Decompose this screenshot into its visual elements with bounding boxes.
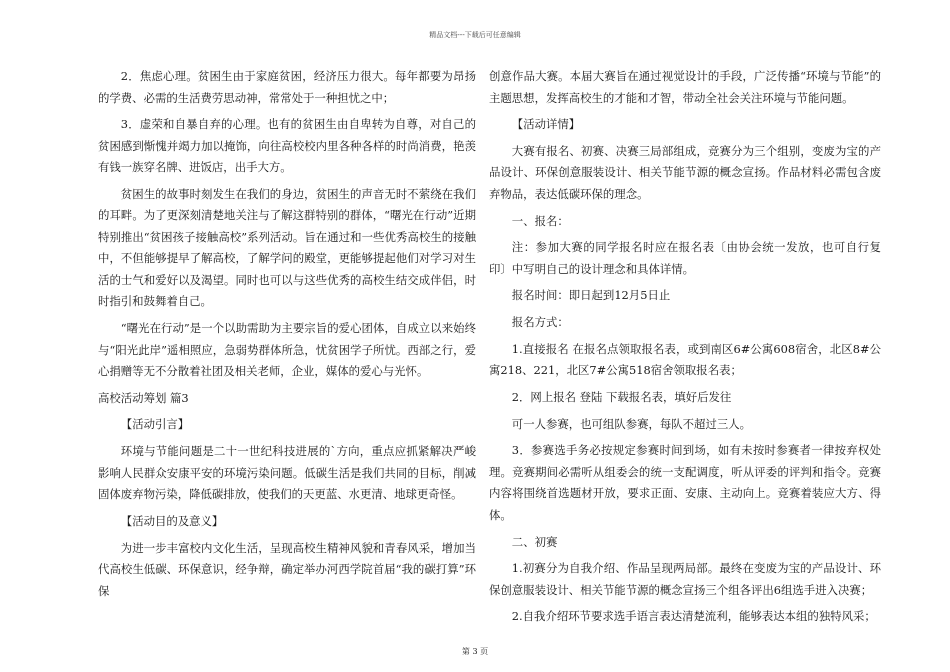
paragraph: 为进一步丰富校内文化生活，呈现高校生精神风貌和青春风采，增加当代高校生低碳、环保意识，经争辩，确定举办河西学院首届“我的碳打算”环保 (98, 540, 476, 598)
paragraph: 贫困生的故事时刻发生在我们的身边，贫困生的声音无时不萦绕在我们的耳畔。为了更深刻清楚地关注与了解这群特别的群体，“曙光在行动”近期特别推出“贫困孩子接触高校”系列活动。旨在通过和一些优秀高校生的接触中，不但能够提早了解高校，了解学问的殿堂，更能够提起他们对学习对生活的士气和爱好以及渴望。同时也可以与这些优秀的高校生结交成伴侣，时时指引和鼓舞着自己。 (98, 186, 476, 309)
paragraph: 报名方式： (511, 315, 569, 330)
right-column (489, 66, 881, 633)
section-heading: 二、初赛 (511, 534, 558, 549)
paragraph: 3．参赛选手务必按规定参赛时间到场，如有未按时参赛者一律按弃权处理。竞赛期间必需听从组委会的统一支配调度，听从评委的评判和指令。竞赛内容将围绕首选题材开放，要求正面、安康、主动向上。竞赛着装应大方、得体。 (489, 443, 881, 522)
paragraph: 环境与节能问题是二十一世纪科技进展的`方向，重点应抓紧解决严峻影响人民群众安康平安的环境污染问题。低碳生活是我们共同的目标，削减固体废弃物污染，降低碳排放，使我们的天更蓝、水更清、地球更奇怪。 (98, 444, 476, 502)
paragraph: 可一人参赛，也可组队参赛，每队不超过三人。 (511, 416, 752, 431)
paragraph: 2．网上报名 登陆 下载报名表，填好后发往 (511, 390, 732, 404)
section-heading: 高校活动筹划 篇3 (98, 390, 189, 405)
section-heading: 【活动详情】 (511, 117, 581, 132)
paragraph: 1.初赛分为自我介绍、作品呈现两局部。最终在变废为宝的产品设计、环保创意服装设计、相关节能节源的概念宣扬三个组各评出6组选手进入决赛； (489, 561, 881, 597)
page-header: 精品文档---下载后可任意编辑 (429, 31, 521, 39)
left-column (98, 66, 476, 607)
paragraph: 注：参加大赛的同学报名时应在报名表〔由协会统一发放，也可自行复印〕中写明自己的设计理念和具体详情。 (489, 240, 881, 276)
paragraph: 2．焦虑心理。贫困生由于家庭贫困，经济压力很大。每年都要为昂扬的学费、必需的生活费劳思动神，常常处于一种担忧之中； (98, 69, 476, 105)
paragraph: 1.直接报名 在报名点领取报名表，或到南区6#公寓608宿舍，北区8#公寓218、221，北区7#公寓518宿舍领取报名表； (489, 341, 881, 378)
paragraph: 2.自我介绍环节要求选手语言表达清楚流利，能够表达本组的独特风采； (511, 609, 876, 624)
paragraph: “曙光在行动”是一个以助需助为主要宗旨的爱心团体，自成立以来始终与“阳光此岸”遥相照应，急弱势群体所急，忧贫困学子所忧。西部之行，爱心捐赠等无不分散着社团及相关老师，企业，媒体的爱心与光怀。 (98, 321, 476, 379)
page-number: 第 3 页 (461, 647, 489, 656)
paragraph: 3．虚荣和自暴自弃的心理。也有的贫困生由自卑转为自尊，对自己的贫困感到惭愧并竭力加以掩饰，向往高校校内里各种各样的时尚消费，艳羡有钱一族穿名牌、进饭店，出手大方。 (98, 117, 476, 175)
paragraph: 大赛有报名、初赛、决赛三局部组成，竞赛分为三个组别，变废为宝的产品设计、环保创意服装设计、相关节能节源的概念宣扬。作品材料必需包含废弃物品，表达低碳环保的理念。 (489, 143, 881, 201)
paragraph: 创意作品大赛。本届大赛旨在通过视觉设计的手段，广泛传播“环境与节能”的主题思想，发挥高校生的才能和才智，带动全社会关注环境与节能问题。 (489, 69, 881, 105)
section-heading: 一、报名： (511, 213, 569, 228)
section-heading: 【活动目的及意义】 (120, 513, 224, 528)
section-heading: 【活动引言】 (120, 417, 190, 432)
paragraph: 报名时间：即日起到12月5日止 (511, 288, 671, 303)
